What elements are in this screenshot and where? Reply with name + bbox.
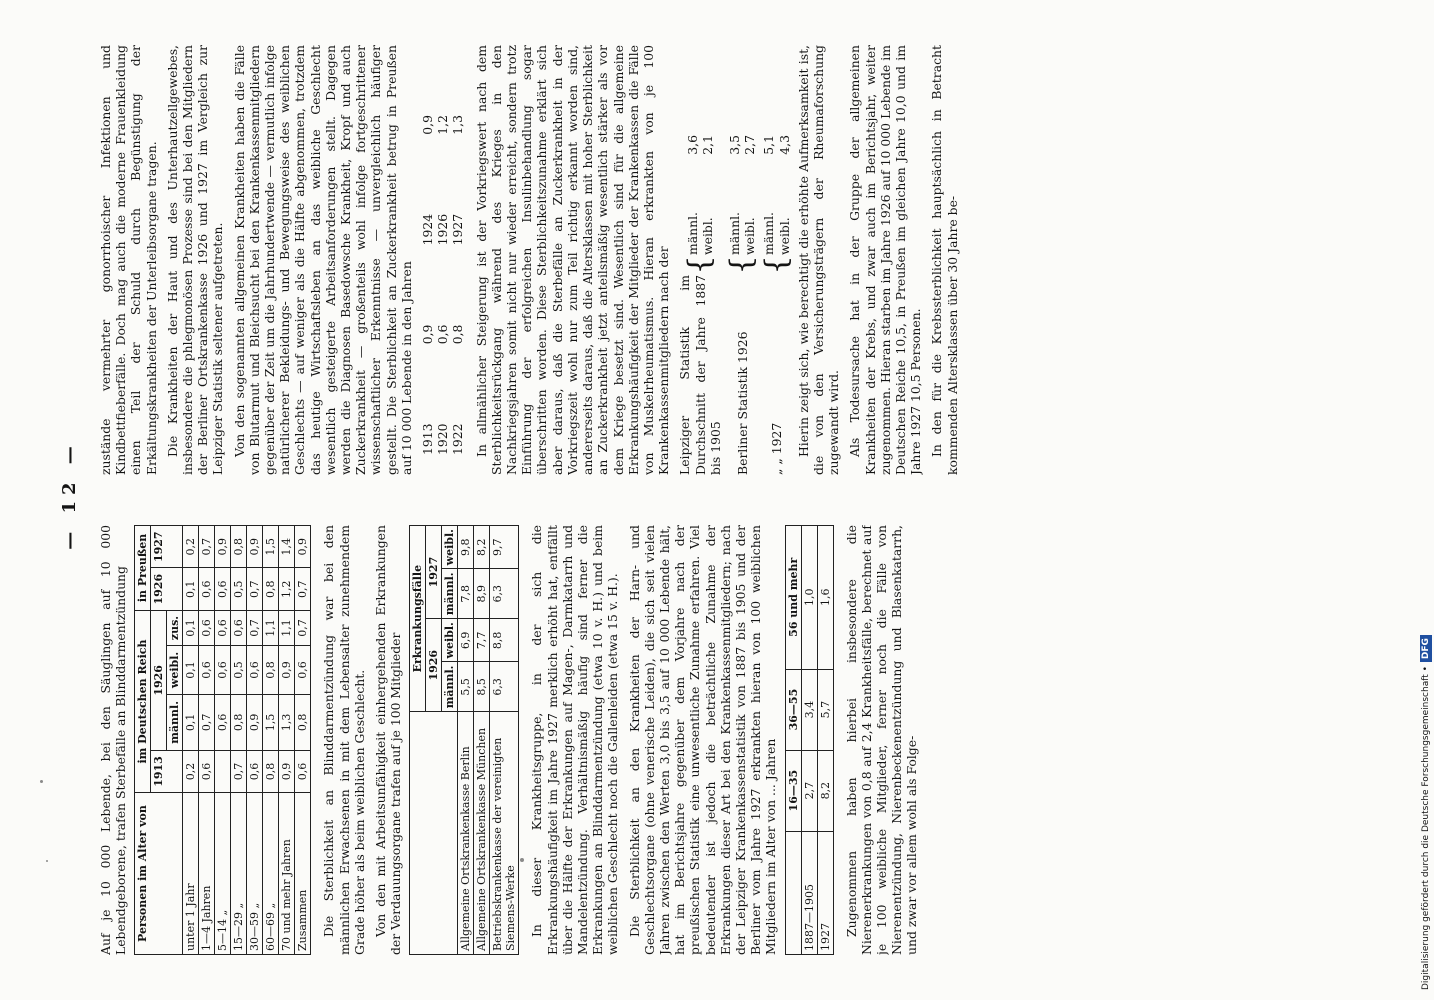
cell: 0,6: [295, 646, 311, 695]
cell: 0,6: [215, 568, 231, 610]
value: 3,5: [726, 135, 742, 155]
cell: 3,4: [801, 669, 817, 750]
row-label: Allgemeine Ortskrankenkasse München: [474, 712, 490, 955]
group-header-reich: im Deutschen Reich: [135, 610, 151, 792]
cell: 0,2: [183, 750, 199, 792]
cell: 0,6: [215, 646, 231, 695]
sex-label: männl.: [684, 212, 700, 255]
row-label: Allgemeine Ortskrankenkasse Berlin: [458, 712, 474, 955]
cell: 0,6: [215, 610, 231, 645]
cell: 0,6: [199, 646, 215, 695]
cell: 1,6: [817, 526, 833, 670]
col-header-zus: zus.: [167, 610, 183, 645]
cell: 0,8: [263, 568, 279, 610]
paragraph: Die Krankheiten der Haut und des Unterhautzellgewebes, insbesondere die phlegmonösen Prozesse sind bei den Mitgliedern der Berliner Ortskrankenkasse 1926 und 1927 im Vergleich zur Leipziger Statistik seltener aufgetreten.: [164, 45, 226, 475]
cell: 0,8: [231, 694, 247, 750]
sex-label: weibl.: [742, 217, 758, 255]
paragraph: Von den mit Arbeitsunfähigkeit einhergehenden Erkrankungen der Verdauungsorgane trafen auf je 100 Mitglieder: [373, 525, 404, 955]
page-number: — 12 —: [59, 440, 80, 550]
year: 1913: [420, 423, 436, 455]
row-label: 30—59 „: [247, 793, 263, 955]
cell: 0,6: [247, 646, 263, 695]
urogenital-table: [785, 525, 834, 955]
col-header-erkrankungsfaelle: Erkrankungsfälle: [410, 526, 426, 712]
cell: 0,6: [247, 750, 263, 792]
table-row: [474, 526, 490, 955]
year: 1922: [450, 423, 466, 455]
scan-speck: [46, 860, 48, 862]
cell: 6,9: [458, 619, 474, 662]
value: 0,8: [450, 324, 466, 345]
cell: 9,7: [490, 526, 519, 569]
paragraph: Von den sogenannten allgemeinen Krankheiten haben die Fälle von Blutarmut und Bleichsucht bei den Krankenkassenmitgliedern gegenüber der Zeit um die Jahrhundertwende — vermutlich infolge natürlicherer Bekleidungs- und Bewegungsweise des weiblichen Geschlechts — auf weniger als die Hälfte abgenommen, trotzdem das heutige Wirtschaftsleben an das weibliche Geschlecht wesentlich gesteigerte Arbeitsanforderungen stellt. Dagegen werden die Diagnosen Basedowsche Krankheit, Kropf und auch Zuckerkrankheit — großenteils wohl infolge fortgeschrittener wissenschaftlicher Erkenntnisse — unvergleichlich häufiger gestellt. Die Sterblichkeit an Zuckerkrankheit betrug in Preußen auf 10 000 Lebende in den Jahren: [231, 45, 414, 475]
cell: [215, 750, 231, 792]
sex-label: männl.: [761, 212, 777, 255]
stat-values: [685, 135, 715, 255]
cell: 0,9: [295, 526, 311, 568]
col-header-1913: 1913: [151, 750, 183, 792]
col-header-blank: [785, 831, 801, 954]
table-row: [199, 526, 215, 955]
paragraph: In dieser Krankheitsgruppe, in der sich die Erkrankungshäufigkeit im Jahre 1927 merklich erhöht hat, entfällt über die Hälfte der Erkrankungen auf Magen-, Darmkatarrh und Mandelentzündung. Verhältnismäßig häufig sind ferner die Erkrankungen an Blinddarmentzündung (etwa 10 v. H.) und beim weiblichen Geschlecht noch die Gallenleiden (etwa 15 v. H.).: [529, 525, 621, 955]
col-header-1927: 1927: [426, 526, 442, 619]
cell: 0,7: [295, 610, 311, 645]
cell: 0,8: [231, 526, 247, 568]
col-header-36-55: 36—55: [785, 669, 801, 750]
row-label: 1—4 Jahren: [199, 793, 215, 955]
row-label: unter 1 Jahr: [183, 793, 199, 955]
year: 1920: [435, 423, 451, 455]
year: 1924: [420, 213, 436, 246]
credit-text: Digitalisierung gefördert durch die Deutsche Forschungsgemeinschaft •: [1421, 666, 1431, 990]
col-header-age: Personen im Alter von: [135, 793, 183, 955]
cell: 1,1: [263, 610, 279, 645]
cell: 0,1: [183, 610, 199, 645]
cell: 1,4: [279, 526, 295, 568]
stat-source: Berliner Statistik 1926: [734, 331, 750, 475]
paragraph: Hierin zeigt sich, wie berechtigt die erhöhte Aufmerksamkeit ist, die von den Versicherungsträgern der Rheumaforschung zugewandt wird.: [795, 45, 842, 475]
cell: 0,6: [215, 694, 231, 750]
paragraph: Die Sterblichkeit an Blinddarmentzündung war bei den männlichen Erwachsenen in mit dem Lebensalter zunehmendem Grade höher als beim weiblichen Geschlecht.: [321, 525, 367, 955]
stat-source: „ „ 1927: [768, 422, 784, 475]
cell: 1,5: [263, 694, 279, 750]
table-row: [263, 526, 279, 955]
row-label: 1927: [817, 831, 833, 954]
value: 1,3: [450, 115, 466, 135]
cell: 0,6: [231, 610, 247, 645]
cell: 1,3: [279, 694, 295, 750]
table-row: [817, 526, 833, 955]
cell: 0,8: [263, 750, 279, 792]
value: 0,9: [420, 324, 436, 345]
cell: 0,6: [199, 610, 215, 645]
cell: 0,9: [247, 694, 263, 750]
digitization-credit: [1420, 635, 1432, 990]
paragraph: Als Todesursache hat in der Gruppe der allgemeinen Krankheiten der Krebs, und zwar auch im Berichtsjahr, weiter zugenommen. Hieran starben im Jahre 1926 auf 10 000 Lebende im Deutschen Reiche 10,5, in Preußen im gleichen Jahre 10,0 und im Jahre 1927 10,5 Personen.: [847, 45, 924, 475]
table-total-row: [295, 526, 311, 955]
cell: 0,5: [231, 646, 247, 695]
cell: 0,6: [199, 750, 215, 792]
cell: 0,6: [199, 568, 215, 610]
row-label: 5—14 „: [215, 793, 231, 955]
paragraph: In allmählicher Steigerung ist der Vorkriegswert nach dem Sterblichkeitsrückgang während des Krieges in den Nachkriegsjahren somit nicht nur wieder erreicht, sondern trotz Einführung der erfolgreichen Insulinbehandlung sogar überschritten worden. Diese Sterblichkeitszunahme erklärt sich aber daraus, daß die Sterbefälle an Zuckerkrankheit in der Vorkriegszeit wohl nur zum Teil richtig erkannt worden sind, andererseits daraus, daß die Altersklassen mit hoher Sterblichkeit an Zuckerkrankheit jetzt anteilsmäßig wesentlich stärker als vor dem Kriege besetzt sind. Wesentlich sind für die allgemeine Erkrankungshäufigkeit der Mitglieder der Krankenkassen die Fälle von Muskelrheumatismus. Hieran erkrankten von je 100 Krankenkassenmitgliedern nach der: [473, 45, 672, 475]
table-row: [490, 526, 519, 955]
value: 1,2: [435, 115, 451, 135]
cell: 8,8: [490, 619, 519, 662]
brace-glyph: {: [682, 255, 718, 275]
cell: 2,7: [801, 750, 817, 831]
cell: 0,1: [183, 568, 199, 610]
sex-label: weibl.: [776, 217, 792, 255]
year-row: [450, 115, 465, 455]
paragraph: In den für die Krebssterblichkeit hauptsächlich in Betracht kommenden Altersklassen über 30 Jahre be-: [929, 45, 960, 475]
cell: 1,1: [279, 610, 295, 645]
cell: 8,9: [474, 569, 490, 619]
stat-row: [758, 45, 794, 475]
stat-row: [677, 45, 723, 475]
cell: 0,6: [295, 750, 311, 792]
table-row: [231, 526, 247, 955]
stat-values: [727, 135, 757, 255]
stat-values: [761, 135, 791, 255]
cell: 0,1: [183, 646, 199, 695]
diabetes-years: [420, 45, 466, 455]
row-label: Zusammen: [295, 793, 311, 955]
col-header-1926: 1926: [426, 619, 442, 712]
value: 5,1: [761, 135, 777, 155]
table-row: [801, 526, 817, 955]
cell: 0,8: [263, 646, 279, 695]
row-label: 1887—1905: [801, 831, 817, 954]
cell: 7,8: [458, 569, 474, 619]
value: 0,9: [420, 115, 436, 135]
cell: 0,9: [247, 526, 263, 568]
cell: 0,1: [183, 694, 199, 750]
cell: 0,7: [199, 694, 215, 750]
value: 4,3: [776, 135, 792, 155]
cell: 0,9: [279, 750, 295, 792]
cell: 0,7: [247, 610, 263, 645]
cell: 0,8: [295, 694, 311, 750]
right-column: [98, 45, 1378, 475]
cell: 8,5: [474, 662, 490, 712]
paragraph: Zugenommen haben hierbei insbesondere die Nierenerkrankungen von 0,8 auf 2,4 Krankheitsfälle, berechnet auf je 100 weibliche Mitglieder, ferner noch die Fälle von Nierenentzündung, Nierenbeckenentzündung und Blasenkatarrh, und zwar vor allem wohl als Folge-: [843, 525, 920, 955]
table-row: [183, 526, 199, 955]
col-header-weibl: weibl.: [442, 526, 458, 569]
cell: 5,5: [458, 662, 474, 712]
col-header-weibl: weibl.: [167, 646, 183, 695]
year-row: [420, 115, 435, 455]
col-header-p1926: 1926: [151, 568, 183, 610]
paragraph: Die Sterblichkeit an den Krankheiten der Harn- und Geschlechtsorgane (ohne venerische Leiden), die sich seit vielen Jahren zwischen den Werten 3,0 bis 3,5 auf 10 000 Lebende hält, hat im Berichtsjahre gegenüber dem Vorjahre nach der preußischen Statistik eine unwesentliche Zunahme erfahren. Viel bedeutender ist jedoch die beträchtliche Zunahme der Erkrankungen dieser Art bei den Krankenkassenmitgliedern; nach der Leipziger Krankenkassenstatistik von 1887 bis 1905 und der Berliner vom Jahre 1927 erkrankten hieran von 100 weiblichen Mitgliedern im Alter von ... Jahren: [626, 525, 779, 955]
col-header-maennl: männl.: [442, 569, 458, 619]
col-header-56-plus: 56 und mehr: [785, 526, 801, 670]
cell: 8,2: [817, 750, 833, 831]
col-header-blank: [410, 712, 458, 955]
intro-paragraph: Auf je 10 000 Lebende, bei den Säuglingen auf 10 000 Lebendgeborene, trafen Sterbefälle an Blinddarmentzündung: [98, 525, 129, 955]
sex-label: männl.: [726, 212, 742, 255]
cell: 8,2: [474, 526, 490, 569]
year: 1926: [435, 213, 451, 246]
cell: 9,8: [458, 526, 474, 569]
row-label: 70 und mehr Jahren: [279, 793, 295, 955]
rotated-page: [50, 15, 1390, 975]
col-header-16-35: 16—35: [785, 750, 801, 831]
sex-label: weibl.: [700, 217, 716, 255]
cell: 0,5: [231, 568, 247, 610]
col-header-1926: 1926: [151, 610, 167, 750]
cell: 6,3: [490, 662, 519, 712]
value: 2,1: [700, 135, 716, 155]
table-row: [279, 526, 295, 955]
value: 3,6: [684, 135, 700, 155]
digestive-table: [409, 525, 519, 955]
cell: 0,9: [215, 526, 231, 568]
value: 2,7: [742, 135, 758, 155]
cell: 6,3: [490, 569, 519, 619]
brace-glyph: {: [724, 255, 760, 275]
scan-speck: [40, 780, 43, 783]
stat-source: Leipziger Statistik im Durchschnitt der Jahre 1887 bis 1905: [677, 275, 723, 475]
cell: 0,7: [247, 568, 263, 610]
cell: 1,2: [279, 568, 295, 610]
cell: 0,9: [279, 646, 295, 695]
year: 1927: [450, 213, 466, 246]
year-row: [435, 115, 450, 455]
paragraph: zustände vermehrter gonorrhoischer Infektionen und Kindbettfieberfälle. Doch mag auch die moderne Frauenkleidung einen Teil der Schuld durch Begünstigung der Erkältungskrankheiten der Unterleibsorgane tragen.: [98, 45, 159, 475]
cell: 0,7: [295, 568, 311, 610]
row-label: 60—69 „: [263, 793, 279, 955]
cell: 0,7: [231, 750, 247, 792]
cell: 7,7: [474, 619, 490, 662]
cell: 0,2: [183, 526, 199, 568]
col-header-maennl: männl.: [167, 694, 183, 750]
col-header-weibl: weibl.: [442, 619, 458, 662]
dfg-logo: DFG: [1420, 635, 1432, 662]
row-label: 15—29 „: [231, 793, 247, 955]
stat-row: [724, 45, 760, 475]
group-header-preussen: in Preußen: [135, 526, 151, 611]
table-row: [215, 526, 231, 955]
cell: 5,7: [817, 669, 833, 750]
brace-glyph: {: [758, 255, 794, 275]
cell: 1,5: [263, 526, 279, 568]
cell: 0,7: [199, 526, 215, 568]
row-label: Betriebskrankenkasse der vereinigten Siemens-Werke: [490, 712, 519, 955]
table-row: [247, 526, 263, 955]
col-header-maennl: männl.: [442, 662, 458, 712]
cell: 1,0: [801, 526, 817, 670]
table-row: [458, 526, 474, 955]
value: 0,6: [435, 324, 451, 345]
left-column: [98, 525, 1378, 955]
appendicitis-table: [134, 525, 311, 955]
col-header-p1927: 1927: [151, 526, 183, 568]
